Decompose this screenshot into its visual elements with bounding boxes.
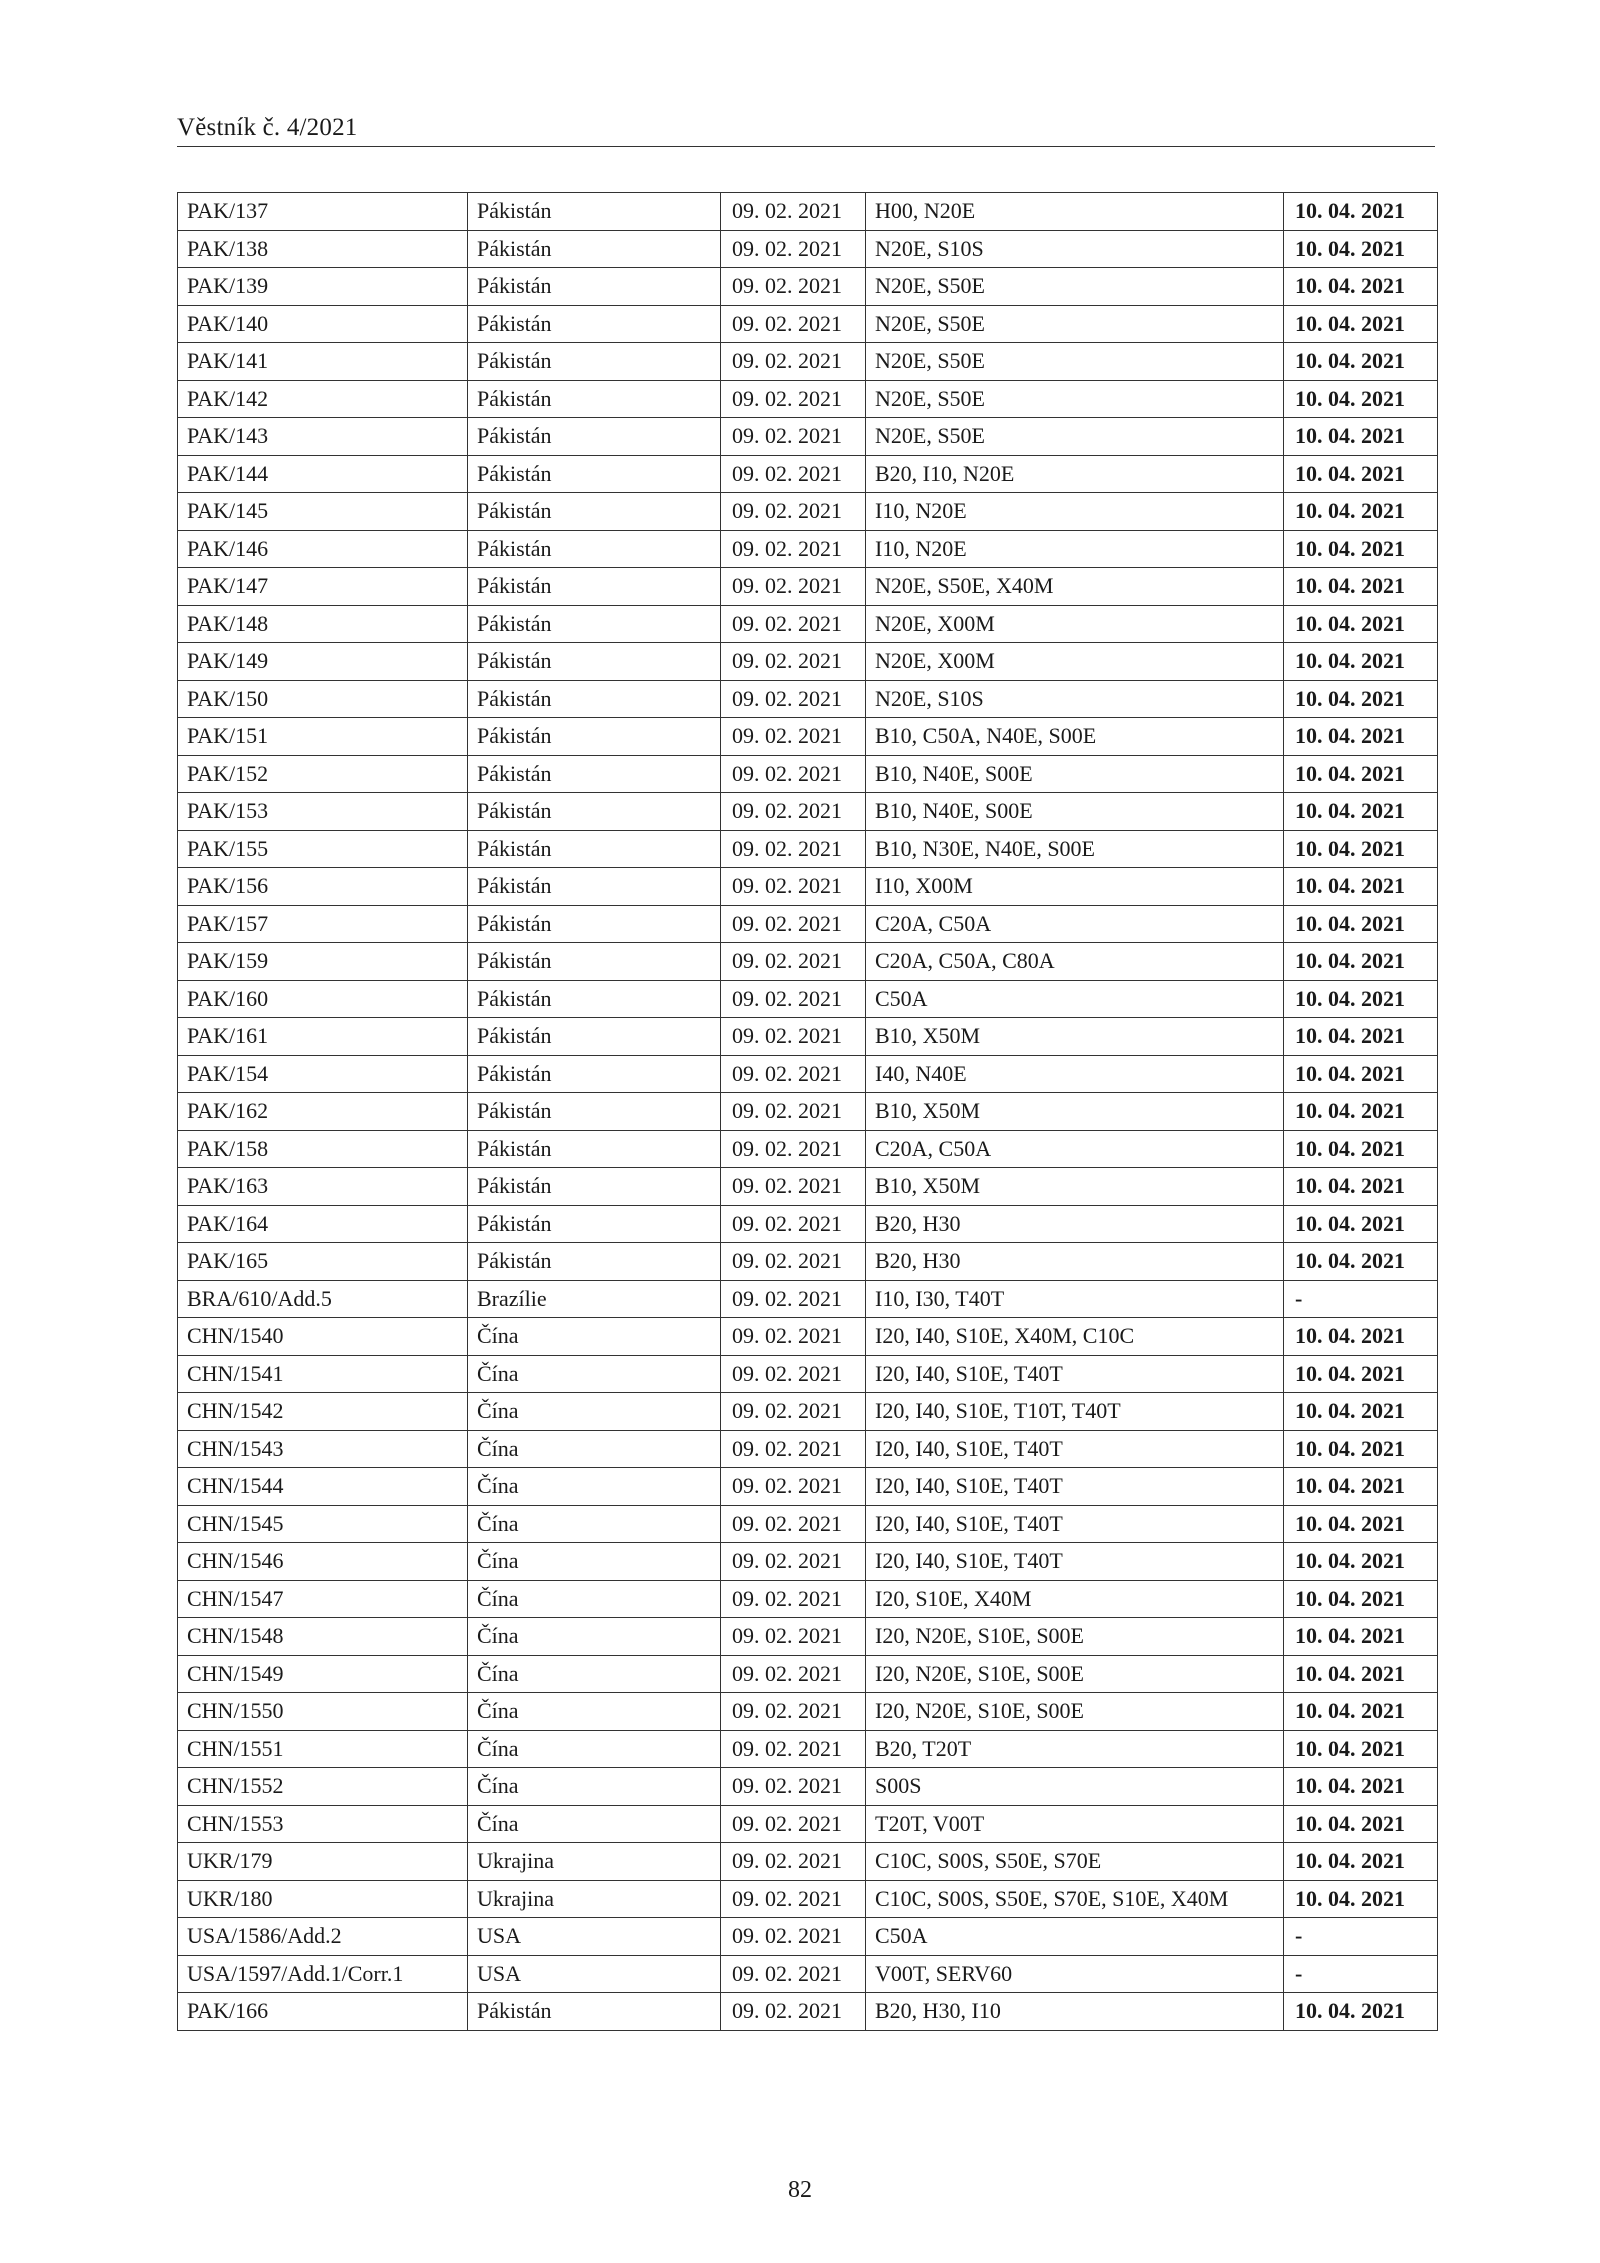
cell-country: Pákistán [468,1055,721,1093]
cell-categories: B10, N40E, S00E [866,793,1284,831]
cell-date: 09. 02. 2021 [721,455,866,493]
cell-categories: B10, C50A, N40E, S00E [866,718,1284,756]
cell-categories: I20, I40, S10E, T40T [866,1355,1284,1393]
cell-date: 09. 02. 2021 [721,1355,866,1393]
cell-code: PAK/159 [178,943,468,981]
table-row [178,418,1438,456]
cell-deadline: 10. 04. 2021 [1284,1055,1438,1093]
cell-categories: I20, N20E, S10E, S00E [866,1618,1284,1656]
cell-code: PAK/152 [178,755,468,793]
cell-date: 09. 02. 2021 [721,1093,866,1131]
cell-deadline: 10. 04. 2021 [1284,1805,1438,1843]
cell-deadline: 10. 04. 2021 [1284,1430,1438,1468]
cell-date: 09. 02. 2021 [721,1543,866,1581]
cell-country: Pákistán [468,493,721,531]
cell-code: PAK/158 [178,1130,468,1168]
cell-code: PAK/150 [178,680,468,718]
table-row [178,193,1438,231]
cell-country: Pákistán [468,1993,721,2031]
cell-deadline: 10. 04. 2021 [1284,755,1438,793]
cell-country: Čína [468,1355,721,1393]
cell-date: 09. 02. 2021 [721,1768,866,1806]
table-row [178,1318,1438,1356]
cell-country: Čína [468,1580,721,1618]
cell-country: Čína [468,1543,721,1581]
cell-categories: C50A [866,980,1284,1018]
table-row [178,1730,1438,1768]
cell-code: CHN/1548 [178,1618,468,1656]
cell-date: 09. 02. 2021 [721,1505,866,1543]
cell-date: 09. 02. 2021 [721,1693,866,1731]
cell-country: Pákistán [468,455,721,493]
cell-deadline: 10. 04. 2021 [1284,905,1438,943]
table-row [178,1918,1438,1956]
table-row [178,1168,1438,1206]
notifications-table [177,192,1438,2031]
cell-date: 09. 02. 2021 [721,1468,866,1506]
cell-date: 09. 02. 2021 [721,1393,866,1431]
table-row [178,1955,1438,1993]
cell-code: UKR/179 [178,1843,468,1881]
cell-country: Ukrajina [468,1843,721,1881]
cell-date: 09. 02. 2021 [721,193,866,231]
cell-categories: I10, I30, T40T [866,1280,1284,1318]
cell-deadline: 10. 04. 2021 [1284,1618,1438,1656]
cell-code: PAK/143 [178,418,468,456]
cell-country: Pákistán [468,268,721,306]
cell-categories: C10C, S00S, S50E, S70E [866,1843,1284,1881]
cell-deadline: 10. 04. 2021 [1284,1993,1438,2031]
cell-country: Čína [468,1468,721,1506]
cell-deadline: 10. 04. 2021 [1284,1468,1438,1506]
cell-country: Brazílie [468,1280,721,1318]
table-row [178,1355,1438,1393]
table-row [178,1243,1438,1281]
cell-categories: I20, I40, S10E, T10T, T40T [866,1393,1284,1431]
cell-deadline: 10. 04. 2021 [1284,530,1438,568]
cell-country: Čína [468,1730,721,1768]
cell-country: USA [468,1918,721,1956]
cell-country: Čína [468,1655,721,1693]
table-row [178,1880,1438,1918]
cell-deadline: 10. 04. 2021 [1284,605,1438,643]
cell-categories: I20, S10E, X40M [866,1580,1284,1618]
cell-date: 09. 02. 2021 [721,305,866,343]
table-row [178,1768,1438,1806]
cell-date: 09. 02. 2021 [721,380,866,418]
cell-code: PAK/160 [178,980,468,1018]
cell-deadline: 10. 04. 2021 [1284,1768,1438,1806]
cell-country: Čína [468,1430,721,1468]
cell-categories: I10, N20E [866,493,1284,531]
table-row [178,305,1438,343]
table-row [178,1130,1438,1168]
cell-country: Pákistán [468,530,721,568]
cell-date: 09. 02. 2021 [721,905,866,943]
cell-date: 09. 02. 2021 [721,568,866,606]
cell-deadline: 10. 04. 2021 [1284,193,1438,231]
cell-categories: B20, T20T [866,1730,1284,1768]
cell-deadline: 10. 04. 2021 [1284,1580,1438,1618]
cell-date: 09. 02. 2021 [721,980,866,1018]
cell-country: Pákistán [468,980,721,1018]
cell-country: Čína [468,1393,721,1431]
cell-categories: I10, N20E [866,530,1284,568]
cell-categories: N20E, S50E, X40M [866,568,1284,606]
table-row [178,643,1438,681]
table-row [178,830,1438,868]
cell-code: PAK/145 [178,493,468,531]
cell-deadline: 10. 04. 2021 [1284,380,1438,418]
cell-country: Pákistán [468,1018,721,1056]
table-row [178,905,1438,943]
page-header [177,113,1435,147]
cell-deadline: 10. 04. 2021 [1284,718,1438,756]
table-row [178,793,1438,831]
cell-date: 09. 02. 2021 [721,1805,866,1843]
cell-code: CHN/1543 [178,1430,468,1468]
cell-date: 09. 02. 2021 [721,493,866,531]
cell-categories: B10, N40E, S00E [866,755,1284,793]
cell-categories: I20, I40, S10E, T40T [866,1505,1284,1543]
cell-code: PAK/165 [178,1243,468,1281]
cell-deadline: 10. 04. 2021 [1284,1018,1438,1056]
cell-categories: B10, X50M [866,1168,1284,1206]
cell-date: 09. 02. 2021 [721,1018,866,1056]
cell-date: 09. 02. 2021 [721,1318,866,1356]
cell-code: CHN/1553 [178,1805,468,1843]
cell-date: 09. 02. 2021 [721,1918,866,1956]
cell-country: Pákistán [468,1093,721,1131]
cell-deadline: 10. 04. 2021 [1284,793,1438,831]
cell-country: Pákistán [468,193,721,231]
cell-date: 09. 02. 2021 [721,1168,866,1206]
cell-deadline: 10. 04. 2021 [1284,680,1438,718]
cell-country: Pákistán [468,905,721,943]
cell-categories: C10C, S00S, S50E, S70E, S10E, X40M [866,1880,1284,1918]
cell-date: 09. 02. 2021 [721,605,866,643]
cell-date: 09. 02. 2021 [721,1205,866,1243]
table-row [178,1018,1438,1056]
cell-categories: I10, X00M [866,868,1284,906]
cell-code: BRA/610/Add.5 [178,1280,468,1318]
cell-date: 09. 02. 2021 [721,1955,866,1993]
cell-deadline: 10. 04. 2021 [1284,1130,1438,1168]
cell-date: 09. 02. 2021 [721,268,866,306]
cell-date: 09. 02. 2021 [721,718,866,756]
cell-code: PAK/142 [178,380,468,418]
cell-date: 09. 02. 2021 [721,1655,866,1693]
cell-deadline: - [1284,1280,1438,1318]
cell-deadline: 10. 04. 2021 [1284,418,1438,456]
table-row [178,1468,1438,1506]
table-row [178,1430,1438,1468]
table-row [178,943,1438,981]
cell-date: 09. 02. 2021 [721,1993,866,2031]
cell-categories: N20E, S50E [866,418,1284,456]
cell-country: Pákistán [468,680,721,718]
cell-date: 09. 02. 2021 [721,530,866,568]
cell-categories: T20T, V00T [866,1805,1284,1843]
cell-deadline: 10. 04. 2021 [1284,1730,1438,1768]
cell-country: Pákistán [468,418,721,456]
cell-country: Pákistán [468,718,721,756]
cell-categories: I20, N20E, S10E, S00E [866,1655,1284,1693]
table-row [178,1655,1438,1693]
cell-deadline: 10. 04. 2021 [1284,1880,1438,1918]
cell-country: Pákistán [468,755,721,793]
journal-title: Věstník č. 4/2021 [177,114,358,141]
cell-code: USA/1586/Add.2 [178,1918,468,1956]
cell-code: CHN/1550 [178,1693,468,1731]
table-row [178,380,1438,418]
table-row [178,530,1438,568]
cell-code: CHN/1544 [178,1468,468,1506]
cell-country: Čína [468,1318,721,1356]
cell-code: PAK/166 [178,1993,468,2031]
cell-code: PAK/156 [178,868,468,906]
table-row [178,493,1438,531]
cell-categories: N20E, S50E [866,343,1284,381]
cell-deadline: 10. 04. 2021 [1284,1318,1438,1356]
cell-code: PAK/137 [178,193,468,231]
cell-categories: B20, H30, I10 [866,1993,1284,2031]
cell-categories: I20, I40, S10E, T40T [866,1468,1284,1506]
cell-deadline: 10. 04. 2021 [1284,868,1438,906]
cell-country: Pákistán [468,1243,721,1281]
cell-code: CHN/1541 [178,1355,468,1393]
cell-country: Čína [468,1768,721,1806]
cell-deadline: 10. 04. 2021 [1284,493,1438,531]
cell-deadline: 10. 04. 2021 [1284,830,1438,868]
cell-deadline: 10. 04. 2021 [1284,1205,1438,1243]
cell-categories: B10, X50M [866,1093,1284,1131]
table-row [178,1205,1438,1243]
table-row [178,868,1438,906]
cell-date: 09. 02. 2021 [721,1580,866,1618]
cell-deadline: 10. 04. 2021 [1284,1243,1438,1281]
table-row [178,1618,1438,1656]
cell-categories: N20E, X00M [866,605,1284,643]
cell-categories: B10, N30E, N40E, S00E [866,830,1284,868]
cell-code: PAK/162 [178,1093,468,1131]
cell-code: CHN/1552 [178,1768,468,1806]
table-row [178,455,1438,493]
cell-country: Pákistán [468,343,721,381]
cell-categories: B20, H30 [866,1243,1284,1281]
cell-categories: I20, I40, S10E, T40T [866,1543,1284,1581]
cell-categories: I20, I40, S10E, X40M, C10C [866,1318,1284,1356]
cell-deadline: 10. 04. 2021 [1284,1843,1438,1881]
cell-country: Čína [468,1805,721,1843]
table-row [178,1055,1438,1093]
cell-country: Pákistán [468,868,721,906]
cell-date: 09. 02. 2021 [721,1880,866,1918]
cell-categories: C20A, C50A [866,1130,1284,1168]
cell-deadline: 10. 04. 2021 [1284,455,1438,493]
cell-deadline: 10. 04. 2021 [1284,1505,1438,1543]
cell-date: 09. 02. 2021 [721,943,866,981]
cell-date: 09. 02. 2021 [721,1618,866,1656]
cell-date: 09. 02. 2021 [721,1843,866,1881]
cell-date: 09. 02. 2021 [721,755,866,793]
table-row [178,1843,1438,1881]
table-row [178,1693,1438,1731]
cell-country: Čína [468,1505,721,1543]
cell-country: Čína [468,1618,721,1656]
cell-code: PAK/149 [178,643,468,681]
cell-date: 09. 02. 2021 [721,643,866,681]
table-row [178,1580,1438,1618]
cell-categories: V00T, SERV60 [866,1955,1284,1993]
cell-deadline: 10. 04. 2021 [1284,343,1438,381]
cell-categories: B10, X50M [866,1018,1284,1056]
cell-deadline: - [1284,1955,1438,1993]
cell-code: PAK/163 [178,1168,468,1206]
table-row [178,980,1438,1018]
cell-code: CHN/1542 [178,1393,468,1431]
table-row [178,1993,1438,2031]
cell-code: CHN/1546 [178,1543,468,1581]
cell-deadline: 10. 04. 2021 [1284,268,1438,306]
cell-categories: N20E, S50E [866,268,1284,306]
cell-code: PAK/146 [178,530,468,568]
cell-date: 09. 02. 2021 [721,1243,866,1281]
cell-categories: N20E, X00M [866,643,1284,681]
cell-date: 09. 02. 2021 [721,1730,866,1768]
cell-country: Pákistán [468,643,721,681]
table-row [178,755,1438,793]
cell-code: PAK/155 [178,830,468,868]
cell-categories: N20E, S10S [866,680,1284,718]
cell-country: Pákistán [468,568,721,606]
cell-code: PAK/161 [178,1018,468,1056]
cell-categories: C20A, C50A, C80A [866,943,1284,981]
cell-code: PAK/141 [178,343,468,381]
table-row [178,680,1438,718]
cell-deadline: 10. 04. 2021 [1284,1393,1438,1431]
cell-country: Pákistán [468,1205,721,1243]
cell-deadline: 10. 04. 2021 [1284,1093,1438,1131]
cell-country: Pákistán [468,605,721,643]
cell-categories: N20E, S10S [866,230,1284,268]
cell-code: UKR/180 [178,1880,468,1918]
cell-categories: S00S [866,1768,1284,1806]
cell-code: CHN/1547 [178,1580,468,1618]
table-row [178,568,1438,606]
cell-code: PAK/144 [178,455,468,493]
cell-categories: H00, N20E [866,193,1284,231]
cell-deadline: 10. 04. 2021 [1284,943,1438,981]
cell-categories: I20, I40, S10E, T40T [866,1430,1284,1468]
cell-date: 09. 02. 2021 [721,343,866,381]
cell-code: CHN/1549 [178,1655,468,1693]
cell-code: PAK/151 [178,718,468,756]
cell-deadline: 10. 04. 2021 [1284,1168,1438,1206]
cell-country: Pákistán [468,380,721,418]
cell-code: PAK/147 [178,568,468,606]
cell-deadline: 10. 04. 2021 [1284,1543,1438,1581]
cell-date: 09. 02. 2021 [721,418,866,456]
table-row [178,1505,1438,1543]
cell-country: Čína [468,1693,721,1731]
cell-deadline: - [1284,1918,1438,1956]
cell-country: Pákistán [468,830,721,868]
cell-deadline: 10. 04. 2021 [1284,230,1438,268]
cell-deadline: 10. 04. 2021 [1284,980,1438,1018]
cell-deadline: 10. 04. 2021 [1284,305,1438,343]
table-row [178,230,1438,268]
table-row [178,1093,1438,1131]
cell-date: 09. 02. 2021 [721,1130,866,1168]
cell-date: 09. 02. 2021 [721,1430,866,1468]
cell-deadline: 10. 04. 2021 [1284,1355,1438,1393]
table-row [178,1543,1438,1581]
cell-categories: N20E, S50E [866,305,1284,343]
cell-code: CHN/1540 [178,1318,468,1356]
cell-country: USA [468,1955,721,1993]
table-body [178,193,1438,2031]
cell-code: PAK/140 [178,305,468,343]
cell-date: 09. 02. 2021 [721,680,866,718]
table-row [178,605,1438,643]
cell-deadline: 10. 04. 2021 [1284,643,1438,681]
cell-country: Ukrajina [468,1880,721,1918]
cell-date: 09. 02. 2021 [721,1280,866,1318]
cell-code: PAK/157 [178,905,468,943]
cell-code: CHN/1545 [178,1505,468,1543]
cell-code: PAK/153 [178,793,468,831]
table-row [178,718,1438,756]
cell-code: PAK/154 [178,1055,468,1093]
cell-categories: B20, I10, N20E [866,455,1284,493]
cell-date: 09. 02. 2021 [721,868,866,906]
cell-code: PAK/139 [178,268,468,306]
page-number: 82 [788,2177,812,2203]
cell-country: Pákistán [468,305,721,343]
cell-code: CHN/1551 [178,1730,468,1768]
cell-deadline: 10. 04. 2021 [1284,568,1438,606]
cell-date: 09. 02. 2021 [721,793,866,831]
cell-categories: C20A, C50A [866,905,1284,943]
cell-country: Pákistán [468,230,721,268]
cell-categories: I20, N20E, S10E, S00E [866,1693,1284,1731]
cell-code: PAK/164 [178,1205,468,1243]
cell-categories: C50A [866,1918,1284,1956]
cell-code: PAK/148 [178,605,468,643]
cell-country: Pákistán [468,1130,721,1168]
cell-deadline: 10. 04. 2021 [1284,1655,1438,1693]
cell-date: 09. 02. 2021 [721,230,866,268]
table-row [178,343,1438,381]
table-row [178,1393,1438,1431]
cell-categories: B20, H30 [866,1205,1284,1243]
cell-code: USA/1597/Add.1/Corr.1 [178,1955,468,1993]
cell-country: Pákistán [468,943,721,981]
table-row [178,1805,1438,1843]
table-row [178,1280,1438,1318]
cell-date: 09. 02. 2021 [721,830,866,868]
table-row [178,268,1438,306]
cell-code: PAK/138 [178,230,468,268]
cell-date: 09. 02. 2021 [721,1055,866,1093]
cell-categories: N20E, S50E [866,380,1284,418]
cell-country: Pákistán [468,1168,721,1206]
cell-deadline: 10. 04. 2021 [1284,1693,1438,1731]
cell-categories: I40, N40E [866,1055,1284,1093]
cell-country: Pákistán [468,793,721,831]
